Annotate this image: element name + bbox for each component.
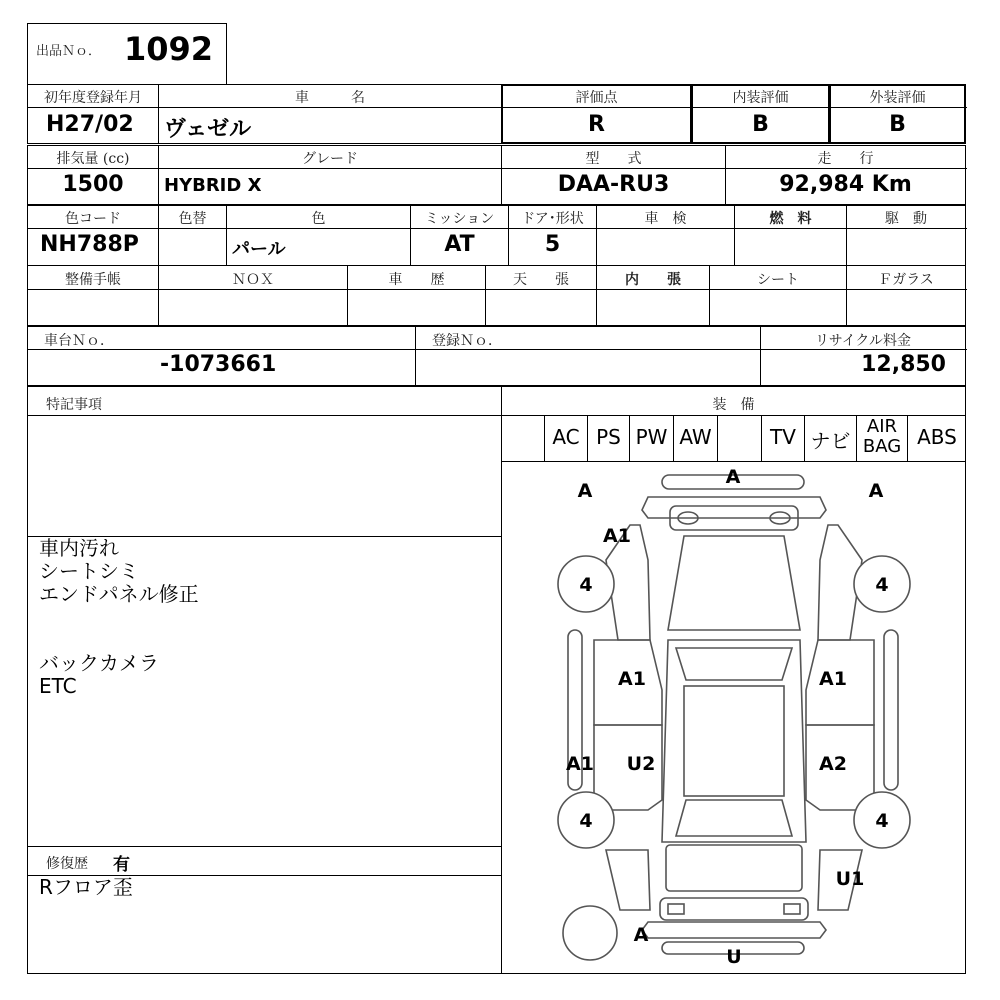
row4-divider [27, 289, 967, 290]
recycle-label: リサイクル料金 [814, 333, 912, 349]
spare-tyre [563, 906, 617, 960]
note-line-3: エンドパネル修正 [39, 582, 199, 606]
left-rear-quarter-part [606, 850, 650, 910]
tyre-front-left-value: 4 [579, 574, 593, 596]
equip-ac: AC [552, 425, 580, 449]
equip-pw: PW [635, 425, 668, 449]
nox-label: ＮＯＸ [232, 272, 274, 288]
rear-glass-part [676, 800, 792, 836]
roof-label: 天 張 [513, 272, 569, 288]
reg-year-label: 初年度登録年月 [44, 90, 142, 106]
drive-label: 駆 動 [885, 211, 927, 227]
equip-slot-ac [545, 416, 588, 461]
note-line-1: 車内汚れ [39, 536, 119, 560]
recycle-fee-value: 12,850 [861, 352, 946, 377]
note-line-5: ETC [39, 674, 77, 698]
equip-slot-navi [805, 416, 857, 461]
grade-value: HYBRID X [164, 175, 262, 196]
note-line-2: シートシミ [39, 559, 139, 583]
car-name-value: ヴェゼル [164, 117, 252, 142]
chassis-label: 車台Ｎｏ． [44, 333, 114, 349]
lot-number-label: 出品Ｎｏ． [36, 44, 102, 59]
registration-label: 登録Ｎｏ． [432, 333, 502, 349]
windshield-part [676, 648, 792, 680]
equip-slot-ps [588, 416, 630, 461]
row2-divider [27, 168, 967, 169]
mark-right-front-door: A1 [819, 668, 847, 690]
repair-value: 有 [113, 855, 130, 875]
mark-left-front-door: A1 [618, 668, 646, 690]
model-label: 型 式 [585, 151, 642, 167]
row1-divider [27, 107, 967, 108]
model-value: DAA-RU3 [557, 172, 670, 197]
tyre-rear-left-value: 4 [579, 810, 593, 832]
color-code-label: 色コード [65, 211, 121, 227]
car-diagram [502, 462, 965, 973]
roof-part [684, 686, 784, 796]
hood-part [668, 536, 800, 630]
equip-slot-abs [908, 416, 966, 461]
displacement-value: 1500 [62, 172, 124, 197]
fuel-label: 燃 料 [769, 211, 812, 227]
mark-left-front-fender: A1 [603, 525, 631, 547]
mark-left-rocker: A1 [566, 753, 594, 775]
transmission-value: AT [444, 232, 475, 257]
tyre-front-right-value: 4 [875, 574, 889, 596]
color-value: パール [232, 239, 286, 260]
glass-label: Ｆガラス [878, 272, 934, 288]
equip-slot-blank-1 [501, 416, 545, 461]
mark-front-right-corner: A [868, 480, 884, 502]
door-value: 5 [544, 232, 561, 257]
equip-tv: TV [770, 425, 796, 449]
equip-airbag: AIR BAG [862, 416, 902, 457]
inspection-label: 車 検 [644, 211, 687, 227]
service-label: 整備手帳 [65, 272, 121, 288]
mark-rear-bumper: U [726, 946, 742, 968]
mileage-value: 92,984 Km [779, 172, 912, 197]
history-label: 車 歴 [388, 272, 445, 288]
mark-front-bumper: A [725, 466, 741, 488]
exterior-label: 外装評価 [869, 90, 926, 106]
row3-divider [27, 228, 967, 229]
rear-bumper-part [642, 922, 826, 938]
notes-header-divider [27, 415, 502, 416]
mark-front-left-corner: A [577, 480, 593, 502]
interior-value: B [752, 112, 769, 137]
transmission-label: ミッション [424, 211, 495, 227]
mark-left-rear-door: U2 [626, 753, 656, 775]
equip-slot-aw [674, 416, 718, 461]
notes-label: 特記事項 [46, 397, 102, 413]
door-label: ドア･形状 [521, 211, 584, 227]
mark-right-rear-door: A2 [819, 753, 847, 775]
equip-slot-tv [762, 416, 805, 461]
note-line-4: バックカメラ [39, 651, 159, 675]
equip-slot-pw [630, 416, 674, 461]
repair-label: 修復歴 [46, 856, 88, 872]
exterior-value: B [889, 112, 906, 137]
color-code-value: NH788P [40, 232, 139, 257]
repaint-label: 色替 [178, 211, 207, 227]
back-door-part [666, 845, 802, 891]
right-rocker-part [884, 630, 898, 790]
grade-label: グレード [302, 151, 358, 167]
mark-rear-left: A [633, 924, 649, 946]
equip-slot-airbag [857, 416, 908, 461]
car-name-label: 車 名 [295, 90, 365, 106]
tyre-rear-right-value: 4 [875, 810, 889, 832]
equipment-label: 装 備 [712, 397, 755, 413]
equip-aw: AW [679, 425, 712, 449]
equip-navi: ナビ [810, 429, 851, 453]
color-label: 色 [311, 211, 326, 227]
seat-label: シート [757, 272, 799, 288]
equipment-row [501, 416, 966, 461]
mark-right-rear-quarter: U1 [835, 868, 865, 890]
rear-panel-part [660, 898, 808, 920]
chassis-value: -1073661 [160, 352, 277, 377]
interior-trim-label: 内 張 [625, 272, 681, 288]
repair-note: Rフロア歪 [39, 875, 133, 899]
reg-year-value: H27/02 [46, 112, 134, 137]
score-label: 評価点 [575, 90, 618, 106]
equip-ps: PS [596, 425, 621, 449]
equip-abs: ABS [917, 425, 957, 449]
repair-top-divider [27, 846, 502, 847]
mileage-label: 走 行 [817, 151, 874, 167]
score-value: R [588, 112, 605, 137]
interior-label: 内装評価 [732, 90, 789, 106]
equip-slot-blank-2 [718, 416, 762, 461]
lot-number: 1092 [124, 30, 214, 68]
displacement-label: 排気量 (cc) [56, 151, 130, 167]
